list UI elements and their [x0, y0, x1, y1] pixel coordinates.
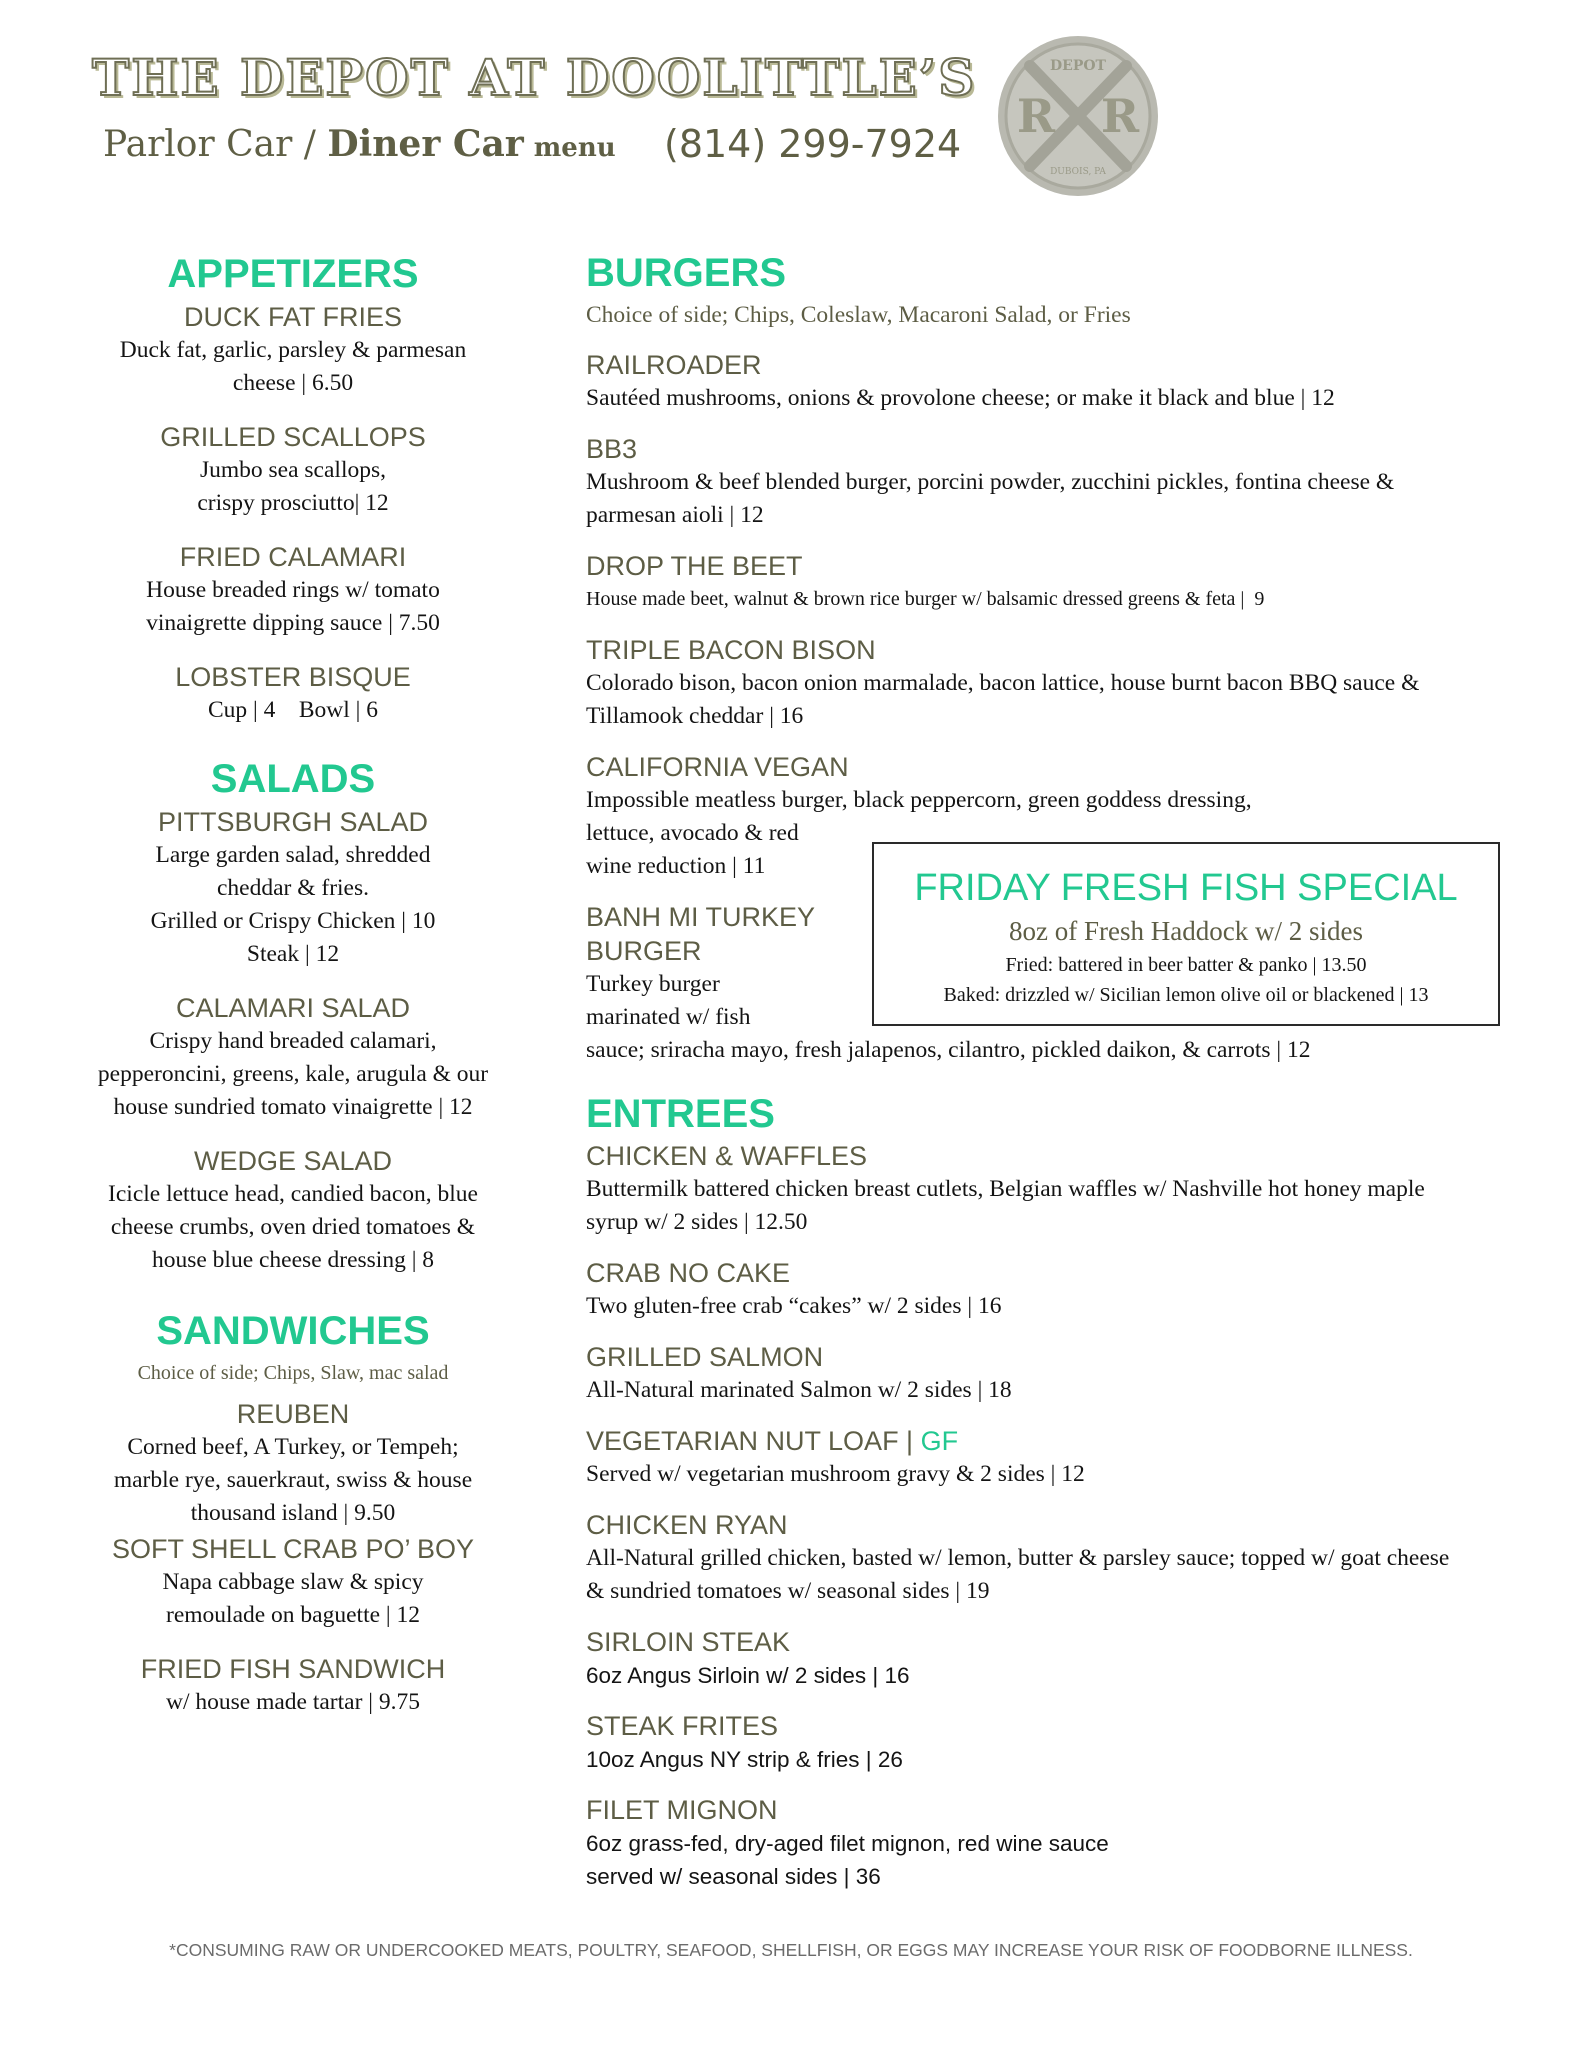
item-name: RAILROADER	[586, 350, 762, 380]
logo-bottom-text: DUBOIS, PA	[1050, 167, 1106, 177]
logo-top-text: DEPOT	[1050, 58, 1106, 74]
item-name: FRIED FISH SANDWICH	[140, 1654, 446, 1684]
item-description: 10oz Angus NY strip & fries | 26	[586, 1747, 903, 1772]
special-fried-option: Fried: battered in beer batter & panko | 13.50	[1005, 954, 1367, 976]
phone-number: (814) 299-7924	[664, 122, 962, 166]
item-description: Mushroom & beef blended burger, porcini powder, zucchini pickles, fontina cheese & parmesan aioli | 12	[586, 469, 1395, 528]
item-name: DROP THE BEET	[586, 551, 803, 581]
menu-item-railroader	[586, 348, 1486, 415]
subtitle-parlor: Parlor Car /	[103, 124, 328, 165]
salads-heading: SALADS	[210, 757, 376, 801]
entrees-heading: ENTREES	[586, 1092, 775, 1136]
item-name: STEAK FRITES	[586, 1711, 779, 1741]
item-description: All-Natural marinated Salmon w/ 2 sides | 18	[586, 1377, 1012, 1403]
item-description: 6oz Angus Sirloin w/ 2 sides | 16	[586, 1663, 910, 1688]
item-name: REUBEN	[236, 1399, 350, 1429]
item-description: Turkey burger marinated w/ fish	[586, 971, 751, 1030]
appetizers-heading: APPETIZERS	[167, 252, 419, 296]
item-description: Jumbo sea scallops, crispy prosciutto| 12	[197, 457, 389, 516]
menu-item-lobster-bisque	[88, 660, 498, 727]
item-name: CHICKEN & WAFFLES	[586, 1141, 868, 1171]
item-description: Icicle lettuce head, candied bacon, blue cheese crumbs, oven dried tomatoes & house blue cheese dressing | 8	[108, 1181, 478, 1273]
item-description-line: served w/ seasonal sides | 36	[586, 1864, 881, 1889]
sandwiches-side-note: Choice of side; Chips, Slaw, mac salad	[137, 1362, 449, 1384]
subtitle-diner: Diner Car	[327, 123, 524, 165]
item-description: Napa cabbage slaw & spicy remoulade on baguette | 12	[162, 1569, 424, 1628]
menu-item-grilled-scallops	[88, 420, 498, 520]
item-name: PITTSBURGH SALAD	[157, 807, 429, 837]
item-description: Colorado bison, bacon onion marmalade, bacon lattice, house burnt bacon BBQ sauce & Tillamook cheddar | 16	[586, 670, 1420, 729]
item-name: CALAMARI SALAD	[175, 993, 411, 1023]
item-name: FILET MIGNON	[586, 1795, 778, 1825]
item-description: House made beet, walnut & brown rice burger w/ balsamic dressed greens & feta | 9	[586, 588, 1265, 610]
menu-item-filet-mignon	[586, 1793, 1486, 1893]
friday-special-box	[872, 842, 1500, 1026]
food-safety-disclaimer: *CONSUMING RAW OR UNDERCOOKED MEATS, POULTRY, SEAFOOD, SHELLFISH, OR EGGS MAY INCREASE YOUR RISK OF FOODBORNE ILLNESS.	[169, 1940, 1413, 1960]
menu-subtitle	[103, 122, 616, 170]
item-name: GRILLED SALMON	[586, 1342, 824, 1372]
menu-item-sirloin-steak	[586, 1625, 1486, 1692]
subtitle-menu: menu	[533, 133, 616, 163]
gluten-free-tag: GF	[920, 1426, 959, 1456]
burgers-side-note: Choice of side; Chips, Coleslaw, Macaroni Salad, or Fries	[586, 302, 1131, 328]
sandwiches-heading: SANDWICHES	[156, 1309, 430, 1353]
item-description: Large garden salad, shredded cheddar & fries.	[155, 842, 431, 901]
menu-item-chicken-waffles	[586, 1139, 1486, 1239]
menu-item-duck-fat-fries	[88, 300, 498, 400]
item-description: All-Natural grilled chicken, basted w/ lemon, butter & parsley sauce; topped w/ goat cheese & sundried tomatoes w/ seasonal sides | 19	[586, 1545, 1450, 1604]
menu-item-drop-the-beet	[586, 549, 1486, 616]
item-name: SIRLOIN STEAK	[586, 1627, 791, 1657]
item-name: TRIPLE BACON BISON	[586, 635, 876, 665]
item-name: DUCK FAT FRIES	[183, 302, 403, 332]
item-description: House breaded rings w/ tomato vinaigrette dipping sauce | 7.50	[146, 577, 440, 636]
menu-item-soft-shell-crab	[88, 1532, 498, 1632]
menu-item-reuben	[88, 1397, 498, 1530]
menu-item-chicken-ryan	[586, 1508, 1486, 1608]
burgers-heading: BURGERS	[586, 251, 787, 295]
menu-item-grilled-salmon	[586, 1340, 1486, 1407]
item-name: CHICKEN RYAN	[586, 1510, 788, 1540]
item-description: Sautéed mushrooms, onions & provolone cheese; or make it black and blue | 12	[586, 385, 1335, 411]
item-description-line: Grilled or Crispy Chicken | 10	[150, 908, 436, 934]
item-name: WEDGE SALAD	[193, 1146, 393, 1176]
logo-right-letter: R	[1100, 89, 1140, 143]
menu-item-bb3	[586, 432, 1486, 532]
item-description-line: lettuce, avocado & red wine reduction | 11	[586, 820, 799, 879]
menu-item-wedge-salad	[88, 1144, 498, 1277]
right-column	[586, 248, 1486, 1910]
item-description: Crispy hand breaded calamari, pepperoncini, greens, kale, arugula & our house sundried tomato vinaigrette | 12	[97, 1028, 489, 1120]
left-column	[88, 250, 498, 1739]
item-name: FRIED CALAMARI	[179, 542, 407, 572]
crossed-rails-logo-icon	[994, 32, 1162, 200]
item-description-line: sauce; sriracha mayo, fresh jalapenos, cilantro, pickled daikon, & carrots | 12	[586, 1037, 1311, 1063]
menu-item-fried-calamari	[88, 540, 498, 640]
item-description: Corned beef, A Turkey, or Tempeh; marble rye, sauerkraut, swiss & house thousand island | 9.50	[113, 1434, 473, 1526]
menu-item-vegetarian-nut-loaf	[586, 1424, 1486, 1491]
item-description-line: Steak | 12	[246, 941, 340, 967]
item-description: Buttermilk battered chicken breast cutlets, Belgian waffles w/ Nashville hot honey maple syrup w/ 2 sides | 12.50	[586, 1176, 1425, 1235]
menu-item-crab-no-cake	[586, 1256, 1486, 1323]
item-name	[586, 1424, 1486, 1458]
special-baked-option: Baked: drizzled w/ Sicilian lemon olive oil or blackened | 13	[943, 984, 1429, 1006]
item-description: w/ house made tartar | 9.75	[166, 1689, 420, 1715]
menu-item-triple-bacon-bison	[586, 633, 1486, 733]
item-name: GRILLED SCALLOPS	[160, 422, 426, 452]
item-description: Served w/ vegetarian mushroom gravy & 2 sides | 12	[586, 1461, 1085, 1487]
item-description: Two gluten-free crab “cakes” w/ 2 sides | 16	[586, 1293, 1002, 1319]
item-description: Impossible meatless burger, black peppercorn, green goddess dressing,	[586, 787, 1252, 813]
special-title: FRIDAY FRESH FISH SPECIAL	[914, 867, 1458, 909]
menu-item-pittsburgh-salad	[88, 805, 498, 971]
item-name-text: VEGETARIAN NUT LOAF |	[586, 1426, 921, 1456]
special-subtitle: 8oz of Fresh Haddock w/ 2 sides	[1009, 916, 1363, 946]
item-name: SOFT SHELL CRAB PO’ BOY	[111, 1534, 475, 1564]
item-description: Cup | 4 Bowl | 6	[207, 697, 378, 723]
menu-item-steak-frites	[586, 1709, 1486, 1776]
item-description: 6oz grass-fed, dry-aged filet mignon, red wine sauce	[586, 1831, 1109, 1856]
item-description: Duck fat, garlic, parsley & parmesan cheese | 6.50	[119, 337, 467, 396]
item-name: CALIFORNIA VEGAN	[586, 752, 849, 782]
menu-item-calamari-salad	[88, 991, 498, 1124]
item-name: BB3	[586, 434, 638, 464]
restaurant-name: THE DEPOT AT DOOLITTLE’S	[92, 48, 977, 107]
item-name: LOBSTER BISQUE	[175, 662, 411, 692]
item-name: BANH MI TURKEY BURGER	[586, 902, 815, 966]
menu-item-fried-fish-sandwich	[88, 1652, 498, 1719]
item-name: CRAB NO CAKE	[586, 1258, 791, 1288]
logo-left-letter: R	[1016, 89, 1056, 143]
